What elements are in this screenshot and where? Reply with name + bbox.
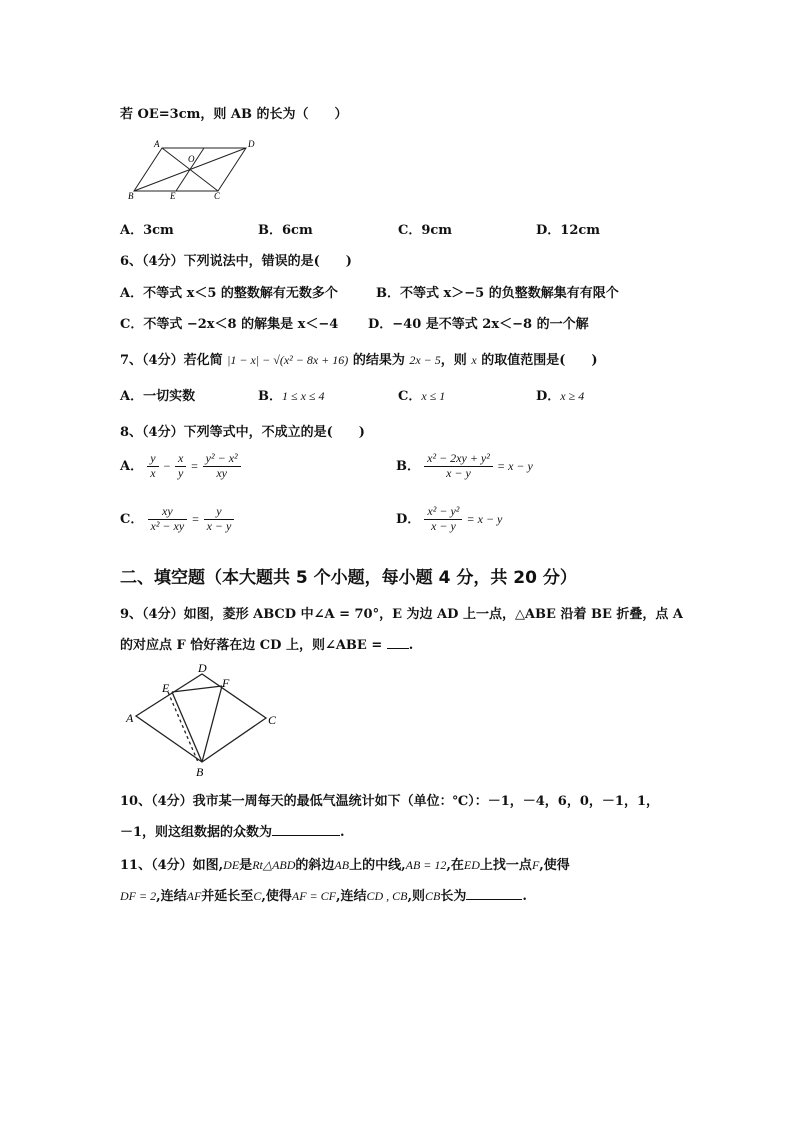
q11-math: DE (223, 858, 240, 872)
q6-option-c: C．不等式 −2x＜8 的解集是 x＜−4 (120, 317, 339, 332)
q11-text: ,使得 (261, 889, 292, 904)
fig5-label-b: B (128, 191, 134, 201)
q11-text: 上找一点 (479, 858, 532, 873)
answer-blank (466, 887, 522, 900)
q11-math: AF = CF (291, 889, 336, 903)
q9-line1: 9、（4分）如图，菱形 ABCD 中∠A = 70°，E 为边 AD 上一点，△ABE 沿着 BE 折叠，点 A (120, 607, 684, 622)
fraction: $\frac{xy}{\text{x² − xy}}$ (148, 505, 188, 534)
q7-option-b-math: 1 ≤ x ≤ 4 (282, 389, 325, 403)
q7-option-c (398, 385, 445, 404)
q11-math: ED (463, 858, 480, 872)
q6-stem: 6、（4分）下列说法中，错误的是( ) (120, 254, 352, 269)
q8-option-c: C． $\frac{xy}{\text{x² − xy}}$ = $\frac{y}{x - y}$ (120, 505, 234, 534)
q7-suffix2: 的取值范围是( ) (481, 353, 598, 368)
fig9-label-c: C (268, 713, 277, 727)
q7-option-c-label: C． (398, 389, 422, 404)
fig9-label-b: B (196, 765, 204, 778)
q9-line2 (120, 634, 413, 653)
parallelogram-figure (122, 136, 262, 202)
section-heading: 二、填空题（本大题共 5 个小题，每小题 4 分，共 20 分） (120, 568, 577, 588)
q11-text: ,在 (446, 858, 464, 873)
q11-text: ,连结 (156, 889, 187, 904)
answer-blank (272, 823, 340, 836)
q11-end: . (522, 889, 527, 904)
q11-text: 11、（4分）如图, (120, 858, 224, 873)
q10-line2 (120, 821, 345, 840)
q8-option-d: D． $\frac{\text{x² − y²}}{x - y}$ = x − y (396, 504, 503, 533)
q11-text: 上的中线, (349, 858, 406, 873)
q11-text: 并延长至 (201, 889, 254, 904)
q7-expression: |1 − x| − √(x² − 8x + 16) (227, 353, 349, 367)
q7-option-d-math: x ≥ 4 (560, 389, 585, 403)
q11-math: AB = 12 (405, 858, 447, 872)
q5-option-a: A．3cm (120, 223, 174, 238)
q6-option-a: A．不等式 x＜5 的整数解有无数多个 (120, 286, 338, 301)
q11-math: AF (186, 889, 202, 903)
q11-math: CB (425, 889, 441, 903)
fraction: $\frac{x}{y}$ (175, 452, 186, 481)
q7-var: x (471, 353, 477, 367)
q11-line1 (120, 854, 570, 873)
q8-option-d-label: D． (396, 511, 421, 527)
fig9-label-f: F (222, 676, 230, 690)
q10-line2-text: －1，则这组数据的众数为 (120, 825, 273, 840)
q7-option-b (258, 385, 325, 404)
q11-math: F (531, 858, 540, 872)
q7-option-d (536, 385, 584, 404)
fraction: $\frac{y}{x - y}$ (204, 505, 235, 534)
q8-option-b: B． $\frac{\text{x² − 2xy + y²}}{x - y}$ = x − y (396, 451, 533, 480)
q6-option-b: B．不等式 x＞−5 的负整数解集有有限个 (376, 286, 619, 301)
fig9-label-e: E (162, 681, 170, 695)
q10-line1: 10、（4分）我市某一周每天的最低气温统计如下（单位：℃）：－1，－4，6，0，－1，1， (120, 794, 659, 809)
fraction: $\frac{y}{x}$ (147, 452, 158, 481)
q10-end: . (340, 825, 345, 840)
q11-text: ,连结 (335, 889, 367, 904)
fig9-label-a: A (126, 711, 134, 725)
q7-option-d-label: D． (536, 389, 561, 404)
q7-option-c-math: x ≤ 1 (421, 389, 446, 403)
q8-option-a: A． $\frac{y}{x}$ − $\frac{x}{y}$ = $\frac{\text{y² − x²}}{xy}$ (120, 452, 241, 481)
fig5-label-c: C (214, 191, 221, 201)
rhombus-figure (124, 660, 284, 778)
q7-middle: 的结果为 (352, 353, 405, 368)
q8-option-a-label: A． (120, 458, 144, 474)
q11-text: 长为 (440, 889, 467, 904)
q5-option-d: D．12cm (536, 223, 601, 238)
q5-stem: 若 OE=3cm，则 AB 的长为（ ） (120, 107, 348, 122)
q8-option-b-label: B． (396, 458, 420, 474)
q7-prefix: 7、（4分）若化简 (120, 353, 223, 368)
fig5-label-d: D (248, 139, 255, 149)
q7-suffix: ，则 (440, 353, 467, 368)
q5-option-c: C．9cm (398, 223, 453, 238)
q7-stem (120, 349, 598, 368)
q11-line2 (120, 885, 527, 904)
q7-option-b-label: B． (258, 389, 282, 404)
q7-result: 2x − 5 (409, 353, 441, 367)
fig9-label-d: D (198, 661, 207, 675)
answer-blank (387, 636, 409, 649)
q11-math: DF = 2 (120, 889, 157, 903)
q11-math: C (253, 889, 262, 903)
q6-option-d: D．−40 是不等式 2x＜−8 的一个解 (368, 317, 589, 332)
fraction: $\frac{\text{x² − 2xy + y²}}{x - y}$ (424, 452, 493, 481)
q11-math: CD , CB (366, 889, 408, 903)
q11-text: ,则 (407, 889, 426, 904)
q11-text: 的斜边 (295, 858, 335, 873)
fraction: $\frac{\text{y² − x²}}{xy}$ (203, 452, 241, 481)
q5-option-b: B．6cm (258, 223, 313, 238)
fig5-label-a: A (154, 139, 160, 149)
q11-math: AB (334, 858, 350, 872)
q8-stem: 8、（4分）下列等式中，不成立的是( ) (120, 425, 365, 440)
q7-option-a: A．一切实数 (120, 389, 196, 404)
q11-text: 是 (239, 858, 253, 873)
fig5-label-e: E (170, 191, 176, 201)
q9-line2-text: 的对应点 F 恰好落在边 CD 上，则∠ABE = (120, 638, 383, 653)
q9-end: . (408, 638, 414, 653)
q8-option-c-label: C． (120, 511, 144, 527)
fig5-label-o: O (188, 154, 195, 164)
q11-text: ,使得 (539, 858, 570, 873)
fraction: $\frac{\text{x² − y²}}{x - y}$ (424, 505, 462, 534)
q11-math: Rt△ABD (252, 858, 296, 872)
